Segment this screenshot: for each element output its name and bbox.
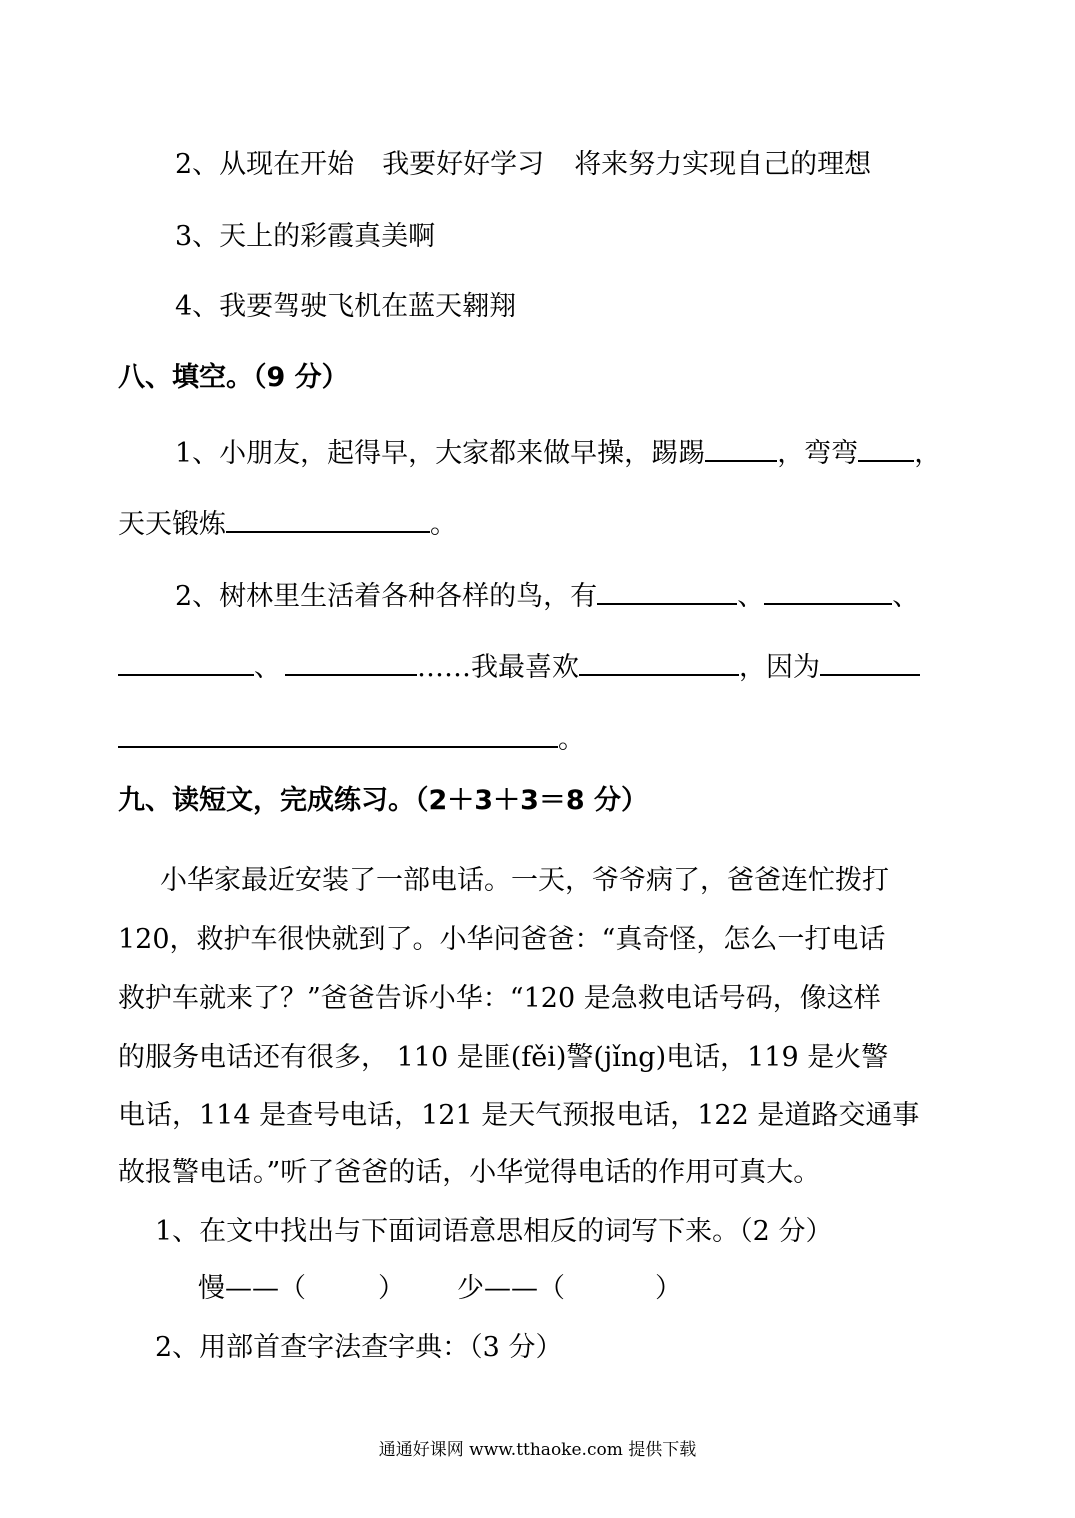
fill-q2-text-a: 2、树林里生活着各种各样的鸟，有 <box>175 581 598 612</box>
sentence-4: 4、我要驾驶飞机在蓝天翱翔 <box>175 291 517 322</box>
fill-blank[interactable] <box>579 648 739 676</box>
fill-q2-line2 <box>118 648 920 685</box>
reading-q1: 1、在文中找出与下面词语意思相反的词写下来。（2 分） <box>155 1216 833 1247</box>
section-8-heading: 八、填空。（9 分） <box>118 362 349 393</box>
passage-line: 救护车就来了？”爸爸告诉小华：“120 是急救电话号码，像这样 <box>118 983 881 1014</box>
fill-blank[interactable] <box>226 505 430 533</box>
fill-q1-text-a: 1、小朋友，起得早，大家都来做早操，踢踢 <box>175 438 706 469</box>
fill-q1-line2 <box>118 505 457 542</box>
fill-blank[interactable] <box>118 648 254 676</box>
fill-blank[interactable] <box>820 648 920 676</box>
paren-close: ） <box>378 1273 405 1304</box>
fill-q2-line3 <box>118 720 585 757</box>
fill-blank[interactable] <box>118 720 558 748</box>
sentence-2 <box>175 148 871 182</box>
passage-line: 故报警电话。”听了爸爸的话，小华觉得电话的作用可真大。 <box>118 1157 821 1188</box>
paren-close: ） <box>655 1273 682 1304</box>
fill-q1-text-c: ， <box>914 438 942 469</box>
passage-line: 120，救护车很快就到了。小华问爸爸：“真奇怪，怎么一打电话 <box>118 924 886 955</box>
separator: 、 <box>254 652 281 683</box>
sentence-2-part2: 我要好好学习 <box>382 149 545 180</box>
fill-q2-text-b: ……我最喜欢 <box>417 652 579 683</box>
footer-credit: 通通好课网 www.tthaoke.com 提供下载 <box>378 1440 697 1460</box>
fill-q1-line1 <box>175 434 941 471</box>
separator: 、 <box>892 581 920 612</box>
fill-q2-text-c: ，因为 <box>739 652 820 683</box>
passage-line: 电话，114 是查号电话，121 是天气预报电话，122 是道路交通事 <box>118 1100 920 1131</box>
fill-q1-text-d: 天天锻炼 <box>118 509 226 540</box>
fill-blank[interactable] <box>285 648 417 676</box>
fill-blank[interactable] <box>705 434 777 462</box>
sentence-2-part1: 2、从现在开始 <box>175 149 355 180</box>
fill-blank[interactable] <box>597 577 737 605</box>
fill-blank[interactable] <box>764 577 892 605</box>
fill-q2-end: 。 <box>558 724 585 755</box>
separator: 、 <box>737 581 765 612</box>
passage-line: 的服务电话还有很多， 110 是匪(fěi)警(jǐng)电话，119 是火警 <box>118 1042 889 1073</box>
sentence-3: 3、天上的彩霞真美啊 <box>175 221 436 252</box>
fill-q2-line1 <box>175 577 919 614</box>
antonym-slow-label: 慢——（ <box>198 1273 306 1304</box>
reading-q2: 2、用部首查字法查字典：（3 分） <box>155 1332 563 1363</box>
reading-q1-answers <box>198 1272 682 1306</box>
sentence-2-part3: 将来努力实现自己的理想 <box>574 149 872 180</box>
passage-line: 小华家最近安装了一部电话。一天，爷爷病了，爸爸连忙拨打 <box>160 865 889 896</box>
antonym-few-label: 少——（ <box>457 1273 565 1304</box>
fill-q1-text-b: ，弯弯 <box>777 438 859 469</box>
section-9-heading: 九、读短文，完成练习。（2＋3＋3＝8 分） <box>118 785 649 816</box>
fill-blank[interactable] <box>858 434 914 462</box>
fill-q1-text-e: 。 <box>430 509 457 540</box>
